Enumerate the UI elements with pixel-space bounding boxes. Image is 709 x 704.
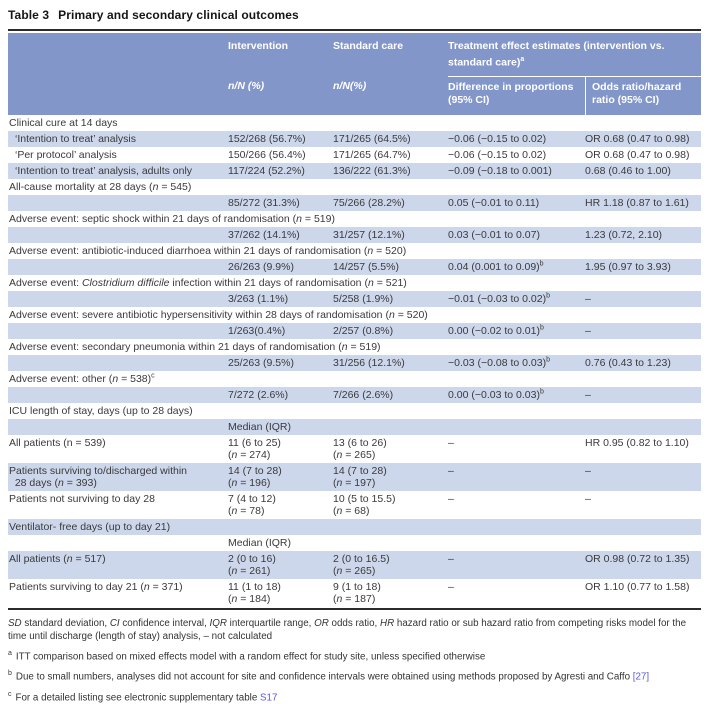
cell-odds-hazard-ratio bbox=[585, 419, 701, 435]
cell-intervention: 117/224 (52.2%) bbox=[228, 164, 305, 177]
cell-odds-hazard-ratio: 0.68 (0.46 to 1.00) bbox=[585, 164, 671, 177]
cell-difference-proportions: – bbox=[448, 464, 454, 477]
header-empty-cell bbox=[8, 33, 228, 115]
table-row bbox=[8, 463, 701, 491]
col-header-treatment-effect: Treatment effect estimates (intervention vs. standard care)$^a$ bbox=[448, 40, 665, 69]
cell-standard-care: 31/256 (12.1%) bbox=[333, 356, 405, 369]
row-label: ‘Intention to treat’ analysis, adults only bbox=[15, 164, 193, 177]
cell-standard-care: 9 (1 to 18) (n = 187) bbox=[333, 580, 381, 605]
table-row bbox=[8, 195, 701, 211]
cell-standard-care bbox=[333, 419, 448, 435]
row-label: Clinical cure at 14 days bbox=[9, 116, 118, 129]
cell-odds-hazard-ratio: 1.95 (0.97 to 3.93) bbox=[585, 260, 671, 273]
cell-standard-care: 171/265 (64.7%) bbox=[333, 148, 411, 161]
cell-intervention: 26/263 (9.9%) bbox=[228, 260, 294, 273]
cell-standard-care: 13 (6 to 26) (n = 265) bbox=[333, 436, 387, 461]
table-row bbox=[8, 323, 701, 339]
cell-intervention: 3/263 (1.1%) bbox=[228, 292, 289, 305]
footnote-marker: b bbox=[8, 670, 12, 678]
row-label bbox=[8, 387, 228, 403]
footnote-text: ITT comparison based on mixed effects model with a random effect for study site, unless specified otherwise bbox=[15, 651, 486, 663]
row-label bbox=[8, 419, 228, 435]
row-label: Patients not surviving to day 28 bbox=[9, 492, 155, 505]
section-row bbox=[8, 403, 701, 419]
row-label: All-cause mortality at 28 days (n = 545) bbox=[9, 180, 192, 193]
section-row bbox=[8, 307, 701, 323]
subheader-difference-proportions: Difference in proportions (95% CI) bbox=[448, 76, 585, 115]
cell-intervention: 2 (0 to 16) (n = 261) bbox=[228, 552, 276, 577]
cell-difference-proportions: – bbox=[448, 580, 454, 593]
cell-intervention: 150/266 (56.4%) bbox=[228, 148, 306, 161]
table-title bbox=[8, 5, 701, 29]
row-label: All patients (n = 539) bbox=[9, 436, 106, 449]
cell-standard-care: 2/257 (0.8%) bbox=[333, 324, 394, 337]
row-label bbox=[8, 291, 228, 307]
table-row bbox=[8, 227, 701, 243]
table-caption: Primary and secondary clinical outcomes bbox=[58, 8, 299, 22]
cell-odds-hazard-ratio bbox=[585, 535, 701, 551]
table-row bbox=[8, 291, 701, 307]
cell-intervention: 85/272 (31.3%) bbox=[228, 196, 300, 209]
table-row bbox=[8, 419, 701, 435]
col-header-standard-care: Standard care bbox=[333, 40, 404, 52]
section-row bbox=[8, 179, 701, 195]
top-rule bbox=[8, 29, 701, 31]
cell-difference-proportions: – bbox=[448, 552, 454, 565]
cell-difference-proportions: 0.00 (−0.03 to 0.03)$^b$ bbox=[448, 388, 544, 401]
cell-odds-hazard-ratio: HR 0.95 (0.82 to 1.10) bbox=[585, 436, 689, 449]
section-row bbox=[8, 115, 701, 131]
table-body bbox=[8, 115, 701, 607]
subheader-nn-intervention: n/N (%) bbox=[228, 79, 265, 92]
table-number: Table 3 bbox=[8, 8, 50, 22]
cell-intervention: 37/262 (14.1%) bbox=[228, 228, 300, 241]
footnote-a bbox=[8, 647, 701, 663]
cell-standard-care: 2 (0 to 16.5) (n = 265) bbox=[333, 552, 390, 577]
cell-standard-care: 171/265 (64.5%) bbox=[333, 132, 411, 145]
section-row bbox=[8, 519, 701, 535]
footnote-b bbox=[8, 667, 701, 683]
table-row bbox=[8, 491, 701, 519]
row-label bbox=[8, 195, 228, 211]
footnote-c bbox=[8, 688, 701, 704]
row-label: Patients surviving to day 21 (n = 371) bbox=[9, 580, 183, 593]
cell-difference-proportions: 0.00 (−0.02 to 0.01)$^b$ bbox=[448, 324, 544, 337]
cell-intervention: Median (IQR) bbox=[228, 536, 292, 549]
cell-odds-hazard-ratio: OR 0.68 (0.47 to 0.98) bbox=[585, 132, 690, 145]
cell-odds-hazard-ratio: HR 1.18 (0.87 to 1.61) bbox=[585, 196, 689, 209]
cell-difference-proportions: −0.09 (−0.18 to 0.001) bbox=[448, 164, 552, 177]
row-label: Adverse event: Clostridium difficile infection within 21 days of randomisation (n = 521) bbox=[9, 276, 407, 289]
table-row bbox=[8, 387, 701, 403]
footnote-marker: c bbox=[8, 690, 12, 698]
cell-standard-care bbox=[333, 535, 448, 551]
cell-difference-proportions bbox=[448, 419, 585, 435]
row-label: Adverse event: antibiotic-induced diarrhoea within 21 days of randomisation (n = 520) bbox=[9, 244, 407, 257]
cell-standard-care: 136/222 (61.3%) bbox=[333, 164, 411, 177]
cell-intervention: Median (IQR) bbox=[228, 420, 292, 433]
table-row bbox=[8, 259, 701, 275]
cell-odds-hazard-ratio: 1.23 (0.72, 2.10) bbox=[585, 228, 663, 241]
section-row bbox=[8, 275, 701, 291]
cell-difference-proportions: −0.06 (−0.15 to 0.02) bbox=[448, 148, 547, 161]
row-label bbox=[8, 323, 228, 339]
cell-difference-proportions: 0.03 (−0.01 to 0.07) bbox=[448, 228, 540, 241]
table-row bbox=[8, 535, 701, 551]
row-label: ICU length of stay, days (up to 28 days) bbox=[9, 404, 193, 417]
cell-difference-proportions: −0.01 (−0.03 to 0.02)$^b$ bbox=[448, 292, 550, 305]
cell-odds-hazard-ratio: OR 0.68 (0.47 to 0.98) bbox=[585, 148, 690, 161]
table-header bbox=[8, 33, 701, 115]
row-label bbox=[8, 355, 228, 371]
row-label: ‘Intention to treat’ analysis bbox=[15, 132, 137, 145]
footnote-text: Due to small numbers, analyses did not account for site and confidence intervals were obtained using methods proposed by Agresti and Caffo bbox=[15, 671, 633, 683]
footnote-marker: a bbox=[8, 650, 12, 657]
section-row bbox=[8, 371, 701, 387]
cell-odds-hazard-ratio: – bbox=[585, 492, 591, 505]
cell-intervention: 11 (1 to 18) (n = 184) bbox=[228, 580, 281, 605]
cell-difference-proportions: 0.04 (0.001 to 0.09)$^b$ bbox=[448, 260, 544, 273]
section-row bbox=[8, 211, 701, 227]
footnote-list bbox=[8, 647, 701, 704]
reference-link[interactable]: [27] bbox=[632, 671, 650, 683]
row-label: Adverse event: severe antibiotic hypersensitivity within 28 days of randomisation (n = 520) bbox=[9, 308, 428, 321]
footnotes bbox=[8, 610, 701, 704]
table-row bbox=[8, 579, 701, 607]
cell-intervention: 1/263(0.4%) bbox=[228, 324, 286, 337]
cell-odds-hazard-ratio: OR 0.98 (0.72 to 1.35) bbox=[585, 552, 690, 565]
row-label: Adverse event: secondary pneumonia within 21 days of randomisation (n = 519) bbox=[9, 340, 381, 353]
reference-link[interactable]: S17 bbox=[260, 691, 278, 703]
footnote-text: For a detailed listing see electronic supplementary table bbox=[15, 691, 261, 703]
cell-odds-hazard-ratio: 0.76 (0.43 to 1.23) bbox=[585, 356, 671, 369]
cell-intervention: 25/263 (9.5%) bbox=[228, 356, 294, 369]
subheader-odds-hazard-ratio: Odds ratio/hazard ratio (95% CI) bbox=[585, 76, 701, 115]
cell-intervention: 11 (6 to 25) (n = 274) bbox=[228, 436, 281, 461]
cell-standard-care: 5/258 (1.9%) bbox=[333, 292, 394, 305]
cell-odds-hazard-ratio: – bbox=[585, 324, 591, 337]
row-label: Ventilator- free days (up to day 21) bbox=[9, 520, 171, 533]
cell-standard-care: 14 (7 to 28) (n = 197) bbox=[333, 464, 387, 489]
cell-difference-proportions: 0.05 (−0.01 to 0.11) bbox=[448, 196, 540, 209]
row-label: Patients surviving to/discharged within 28 days (n = 393) bbox=[9, 464, 188, 489]
row-label: ‘Per protocol’ analysis bbox=[15, 148, 117, 161]
cell-intervention: 14 (7 to 28) (n = 196) bbox=[228, 464, 282, 489]
section-row bbox=[8, 339, 701, 355]
row-label: All patients (n = 517) bbox=[9, 552, 106, 565]
row-label bbox=[8, 535, 228, 551]
cell-odds-hazard-ratio: OR 1.10 (0.77 to 1.58) bbox=[585, 580, 690, 593]
cell-difference-proportions: – bbox=[448, 436, 454, 449]
cell-odds-hazard-ratio: – bbox=[585, 388, 591, 401]
col-header-intervention: Intervention bbox=[228, 40, 289, 52]
cell-odds-hazard-ratio: – bbox=[585, 292, 591, 305]
row-label bbox=[8, 259, 228, 275]
cell-standard-care: 10 (5 to 15.5) (n = 68) bbox=[333, 492, 396, 517]
section-row bbox=[8, 243, 701, 259]
cell-standard-care: 14/257 (5.5%) bbox=[333, 260, 399, 273]
table-row bbox=[8, 131, 701, 147]
cell-standard-care: 75/266 (28.2%) bbox=[333, 196, 405, 209]
cell-intervention: 7/272 (2.6%) bbox=[228, 388, 289, 401]
table-row bbox=[8, 163, 701, 179]
cell-odds-hazard-ratio: – bbox=[585, 464, 591, 477]
subheader-nn-standard: n/N(%) bbox=[333, 79, 367, 92]
cell-difference-proportions: – bbox=[448, 492, 454, 505]
cell-difference-proportions: −0.03 (−0.08 to 0.03)$^b$ bbox=[448, 356, 550, 369]
table-row bbox=[8, 435, 701, 463]
cell-standard-care: 7/266 (2.6%) bbox=[333, 388, 394, 401]
abbreviation-note: SD standard deviation, CI confidence interval, IQR interquartile range, OR odds ratio, HR hazard ratio or sub hazard ratio from competing risks model for the time until discharge (length of stay) analysis, – not calculated bbox=[8, 617, 687, 642]
row-label: Adverse event: septic shock within 21 days of randomisation (n = 519) bbox=[9, 212, 335, 225]
cell-intervention: 152/268 (56.7%) bbox=[228, 132, 306, 145]
table-row bbox=[8, 551, 701, 579]
row-label: Adverse event: other (n = 538)$^c$ bbox=[9, 372, 155, 385]
cell-difference-proportions: −0.06 (−0.15 to 0.02) bbox=[448, 132, 547, 145]
cell-intervention: 7 (4 to 12) (n = 78) bbox=[228, 492, 276, 517]
cell-standard-care: 31/257 (12.1%) bbox=[333, 228, 405, 241]
table-row bbox=[8, 355, 701, 371]
table-row bbox=[8, 147, 701, 163]
cell-difference-proportions bbox=[448, 535, 585, 551]
row-label bbox=[8, 227, 228, 243]
